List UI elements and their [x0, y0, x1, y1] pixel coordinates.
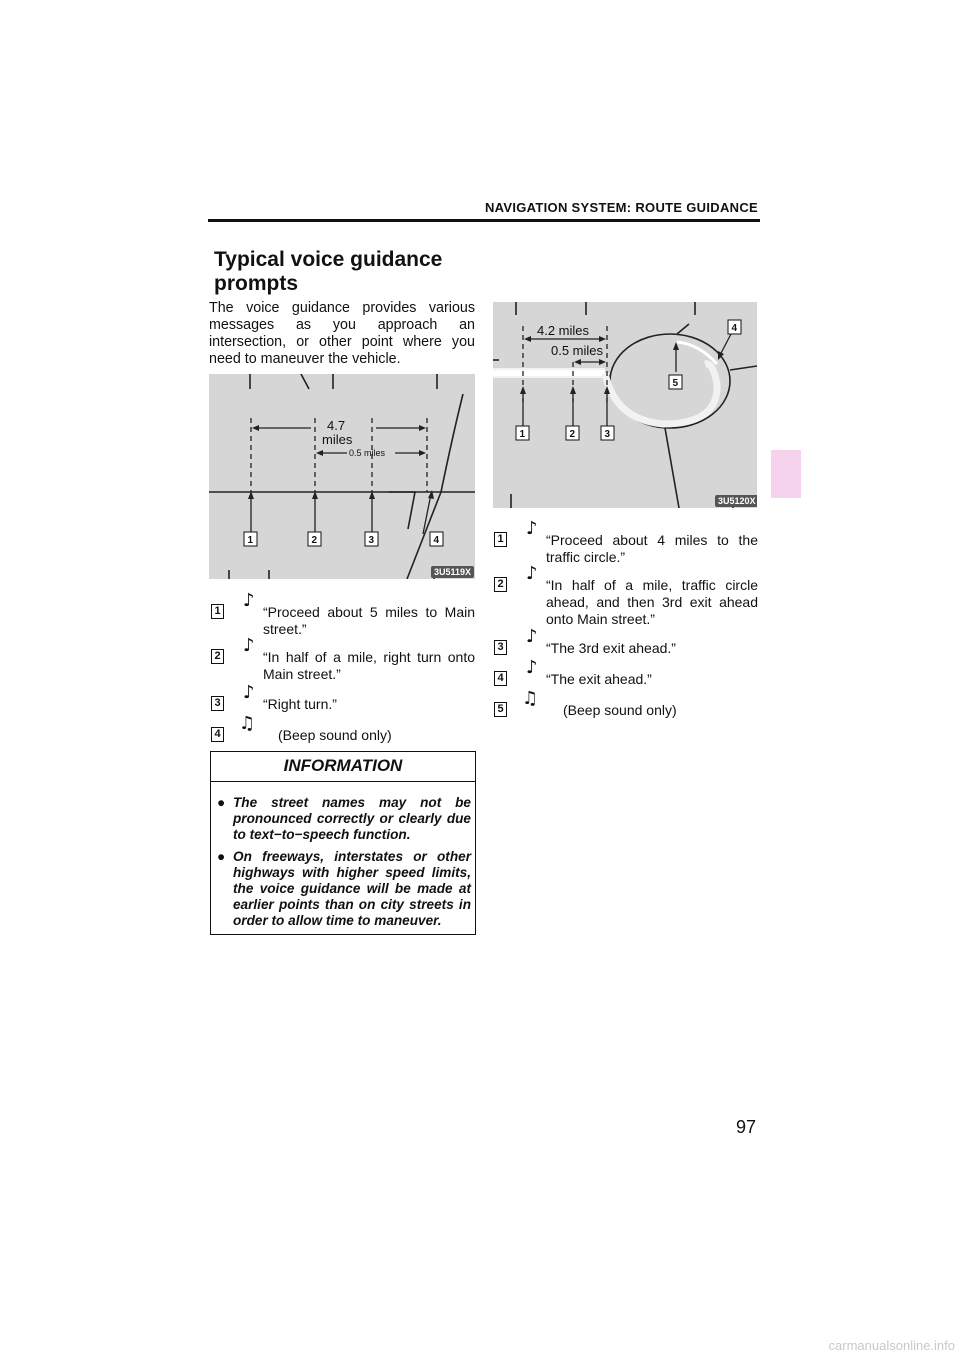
figure-traffic-circle-map — [493, 302, 757, 508]
figure-straight-route — [209, 374, 475, 579]
section-title — [214, 248, 474, 296]
header-rule — [208, 219, 760, 222]
step-number: 3 — [211, 696, 224, 711]
information-box — [210, 751, 476, 935]
figure1-marker: 3 — [368, 535, 375, 546]
figure1-distance-long-unit: miles — [322, 432, 353, 447]
prompt-2-item — [494, 518, 758, 566]
prompt-text: “The 3rd exit ahead.” — [546, 640, 676, 656]
figure1-marker: 2 — [311, 535, 318, 546]
figure2-marker: 2 — [569, 429, 576, 440]
information-item — [217, 795, 471, 843]
prompt-text: “In half of a mile, right turn onto Main street.” — [263, 649, 475, 682]
watermark: carmanualsonline.info — [828, 1338, 955, 1353]
figure1-distance-short: 0.5 miles — [349, 448, 386, 458]
figure-straight-route-map — [209, 374, 475, 579]
prompt-1-item — [211, 713, 475, 745]
single-note-icon: ♪ — [526, 626, 538, 647]
prompt-2-item — [494, 563, 758, 628]
step-number: 3 — [494, 640, 507, 655]
step-number: 5 — [494, 702, 507, 717]
information-title: INFORMATION — [283, 756, 403, 775]
information-text: On freeways, interstates or other highways with higher speed limits, the voice guidance will be made at earlier points than on city streets in order to allow time to maneuver. — [233, 849, 471, 928]
figure1-marker: 4 — [433, 535, 440, 546]
information-text: The street names may not be pronounced correctly or clearly due to text−to−speech function. — [233, 795, 471, 842]
double-note-icon: ♫ — [239, 713, 256, 734]
information-item — [217, 849, 471, 929]
single-note-icon: ♪ — [243, 590, 255, 611]
bullet-icon: ● — [217, 849, 226, 864]
prompt-text: “The exit ahead.” — [546, 671, 652, 687]
prompt-text: (Beep sound only) — [563, 702, 677, 718]
prompt-1-item — [211, 635, 475, 683]
page-number: 97 — [735, 1117, 756, 1137]
figure2-marker: 5 — [672, 378, 679, 389]
prompt-text: “In half of a mile, traffic circle ahead, and then 3rd exit ahead onto Main street.” — [546, 577, 758, 627]
prompt-2-item — [494, 657, 758, 689]
prompt-1-item — [211, 682, 475, 714]
figure1-distance-long: 4.7 — [327, 418, 346, 433]
step-number: 4 — [494, 671, 507, 686]
information-divider — [211, 781, 475, 782]
prompt-text: “Proceed about 5 miles to Main street.” — [263, 604, 475, 637]
prompt-1-item — [211, 590, 475, 638]
intro-paragraph: The voice guidance provides various messages as you approach an intersection, or other point where you need to maneuver the vehicle. — [209, 300, 475, 367]
prompt-text: (Beep sound only) — [278, 727, 392, 743]
prompt-text: “Right turn.” — [263, 696, 337, 712]
prompt-2-item — [494, 688, 758, 720]
bullet-icon: ● — [217, 795, 226, 810]
running-header: NAVIGATION SYSTEM: ROUTE GUIDANCE — [484, 200, 758, 215]
figure2-marker: 1 — [519, 429, 526, 440]
prompt-text: “Proceed about 4 miles to the traffic circle.” — [546, 532, 758, 565]
chapter-tab — [771, 450, 801, 498]
figure2-distance-long: 4.2 miles — [537, 323, 590, 338]
section-title-line2: prompts — [214, 272, 298, 295]
figure-traffic-circle — [493, 302, 757, 508]
step-number: 1 — [211, 604, 224, 619]
step-number: 2 — [494, 577, 507, 592]
figure2-distance-short: 0.5 miles — [551, 343, 604, 358]
double-note-icon: ♫ — [522, 688, 539, 709]
figure1-code: 3U5119X — [431, 566, 474, 578]
figure2-marker: 3 — [604, 429, 611, 440]
figure2-marker: 4 — [731, 323, 738, 334]
step-number: 4 — [211, 727, 224, 742]
single-note-icon: ♪ — [243, 635, 255, 656]
prompt-2-item — [494, 626, 758, 658]
step-number: 1 — [494, 532, 507, 547]
step-number: 2 — [211, 649, 224, 664]
figure1-marker: 1 — [247, 535, 254, 546]
figure2-code: 3U5120X — [715, 495, 757, 507]
section-title-line1: Typical voice guidance — [214, 248, 443, 271]
single-note-icon: ♪ — [526, 563, 538, 584]
single-note-icon: ♪ — [526, 518, 538, 539]
single-note-icon: ♪ — [526, 657, 538, 678]
single-note-icon: ♪ — [243, 682, 255, 703]
